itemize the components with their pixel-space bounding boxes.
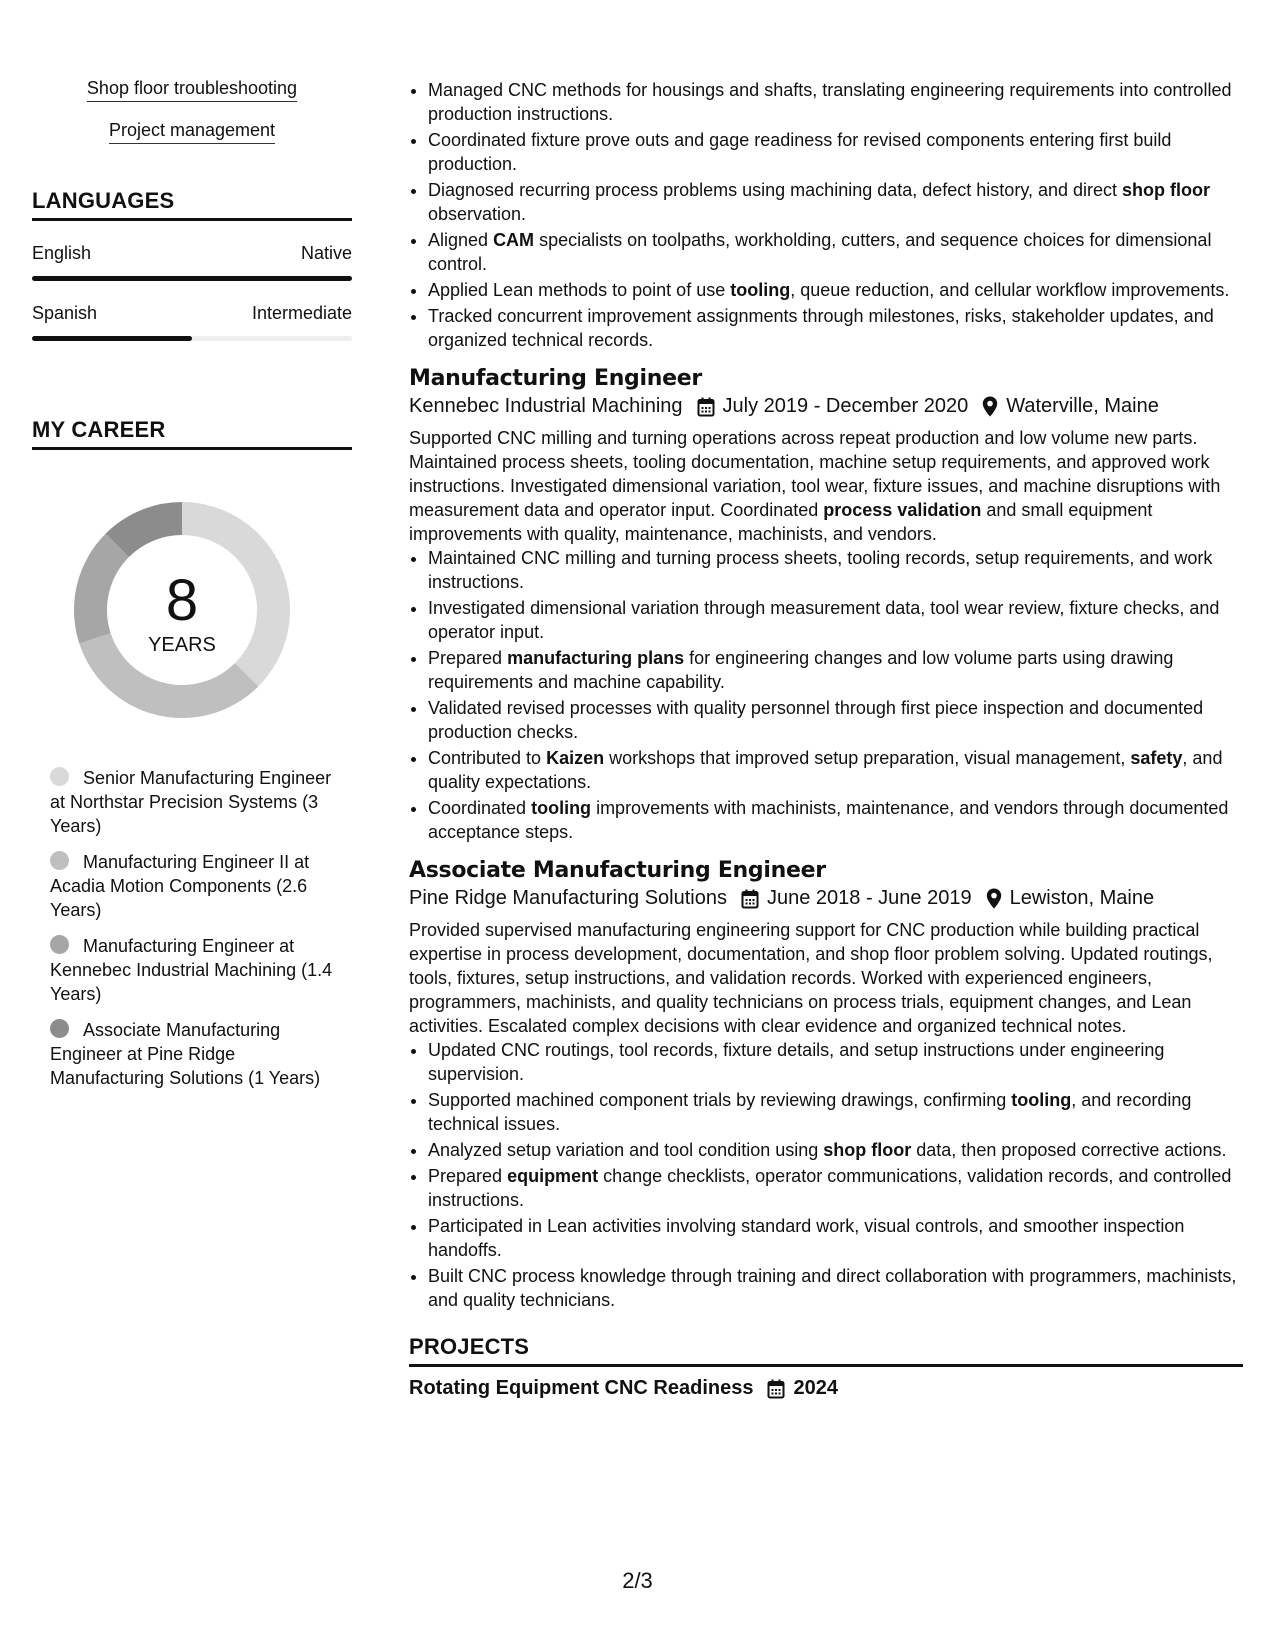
- bullet-item: • Prepared manufacturing plans for engineering changes and low volume parts using drawing requirements and machine capability.: [428, 646, 1243, 694]
- prev-job-bullets: [409, 78, 1243, 352]
- bullet-item: • Applied Lean methods to point of use tooling, queue reduction, and cellular workflow improvements.: [428, 278, 1243, 302]
- bullet-item: • Diagnosed recurring process problems using machining data, defect history, and direct shop floor observation.: [428, 178, 1243, 226]
- bullet-item: • Validated revised processes with quality personnel through first piece inspection and documented production checks.: [428, 696, 1243, 744]
- language-name: English: [32, 243, 92, 263]
- languages-section: [32, 188, 352, 341]
- projects-heading: PROJECTS: [409, 1334, 1243, 1367]
- bullet-item: • Aligned CAM specialists on toolpaths, workholding, cutters, and sequence choices for dimensional control.: [428, 228, 1243, 276]
- legend-dot-icon: [50, 1019, 69, 1038]
- languages-heading: LANGUAGES: [32, 188, 352, 221]
- bullet-item: • Updated CNC routings, tool records, fixture details, and setup instructions under engineering supervision.: [428, 1038, 1243, 1086]
- career-section: [32, 417, 352, 1090]
- career-legend-label: Senior Manufacturing Engineer at Northstar Precision Systems (3 Years): [50, 768, 332, 836]
- job-company: Kennebec Industrial Machining: [409, 395, 683, 417]
- bullet-item: • Investigated dimensional variation through measurement data, tool wear review, fixture checks, and operator input.: [428, 596, 1243, 644]
- job-description: Supported CNC milling and turning operations across repeat production and low volume new parts. Maintained process sheets, tooling documentation, machine setup requirements, and approved work instructions. Investigated dimensional variation, tool wear, fixture issues, and machine disruptions with measurement data and operator input. Coordinated process validation and small equipment improvements with quality, maintenance, machinists, and vendors.: [409, 428, 1221, 544]
- skill-tag: Project management: [109, 120, 275, 144]
- job-dates: June 2018 - June 2019: [766, 887, 972, 909]
- bullet-item: • Tracked concurrent improvement assignments through milestones, risks, stakeholder updates, and organized technical records.: [428, 304, 1243, 352]
- job-title: Manufacturing Engineer: [409, 366, 702, 391]
- bullet-item: • Participated in Lean activities involving standard work, visual controls, and smoother inspection handoffs.: [428, 1214, 1243, 1262]
- location-pin-icon: [986, 888, 1002, 909]
- language-level-fill: [32, 276, 352, 281]
- job-entry: [409, 858, 1243, 1312]
- job-entry: [409, 366, 1243, 844]
- bullet-item: • Built CNC process knowledge through training and direct collaboration with programmers, machinists, and quality technicians.: [428, 1264, 1243, 1312]
- job-description: Provided supervised manufacturing engineering support for CNC production while building practical expertise in process development, documentation, and shop floor problem solving. Updated routings, tools, fixtures, setup instructions, and validation records. Worked with experienced engineers, programmers, machinists, and quality technicians on process trials, equipment changes, and Lean activities. Escalated complex decisions with clear evidence and organized technical notes.: [409, 920, 1213, 1036]
- language-level: Intermediate: [251, 303, 352, 323]
- skills-list: [32, 78, 352, 144]
- career-total-label: YEARS: [148, 634, 216, 656]
- career-legend-item: [50, 934, 340, 1006]
- job-dates: July 2019 - December 2020: [722, 395, 969, 417]
- legend-dot-icon: [50, 851, 69, 870]
- career-total-years: 8: [165, 568, 199, 633]
- language-level: Native: [300, 243, 352, 263]
- sidebar: [32, 78, 352, 1102]
- bullet-item: • Analyzed setup variation and tool condition using shop floor data, then proposed corrective actions.: [428, 1138, 1243, 1162]
- bullet-item: • Coordinated tooling improvements with machinists, maintenance, and vendors through documented acceptance steps.: [428, 796, 1243, 844]
- job-company: Pine Ridge Manufacturing Solutions: [409, 887, 727, 909]
- job-meta: [409, 395, 1243, 418]
- calendar-icon: [767, 1379, 785, 1399]
- job-bullets: [409, 1038, 1243, 1312]
- career-legend-item: [50, 766, 340, 838]
- job-title: Associate Manufacturing Engineer: [409, 858, 826, 883]
- project-year: 2024: [793, 1377, 838, 1399]
- bullet-item: • Contributed to Kaizen workshops that improved setup preparation, visual management, safety, and quality expectations.: [428, 746, 1243, 794]
- project-item: [409, 1377, 1243, 1400]
- calendar-icon: [697, 397, 715, 417]
- career-legend-item: [50, 850, 340, 922]
- project-name: Rotating Equipment CNC Readiness: [409, 1377, 754, 1399]
- page-number: 2/3: [622, 1568, 653, 1593]
- career-donut-chart: [62, 490, 302, 730]
- job-location: Lewiston, Maine: [1009, 887, 1155, 909]
- legend-dot-icon: [50, 935, 69, 954]
- career-legend: [50, 766, 340, 1090]
- language-level-bar: [32, 336, 352, 341]
- job-bullets: [409, 546, 1243, 844]
- skill-tag: Shop floor troubleshooting: [87, 78, 297, 102]
- bullet-item: • Supported machined component trials by reviewing drawings, confirming tooling, and recording technical issues.: [428, 1088, 1243, 1136]
- bullet-item: • Maintained CNC milling and turning process sheets, tooling records, setup requirements, and work instructions.: [428, 546, 1243, 594]
- job-location: Waterville, Maine: [1006, 395, 1159, 417]
- main-content: [409, 78, 1243, 1400]
- career-legend-label: Associate Manufacturing Engineer at Pine Ridge Manufacturing Solutions (1 Years): [50, 1020, 321, 1088]
- career-legend-label: Manufacturing Engineer at Kennebec Industrial Machining (1.4 Years): [50, 936, 333, 1004]
- language-item: [32, 303, 352, 341]
- language-item: [32, 243, 352, 281]
- career-legend-item: [50, 1018, 340, 1090]
- calendar-icon: [741, 889, 759, 909]
- language-level-fill: [32, 336, 192, 341]
- bullet-item: • Coordinated fixture prove outs and gage readiness for revised components entering first build production.: [428, 128, 1243, 176]
- legend-dot-icon: [50, 767, 69, 786]
- language-level-bar: [32, 276, 352, 281]
- job-meta: [409, 887, 1243, 910]
- career-heading: MY CAREER: [32, 417, 352, 450]
- bullet-item: • Prepared equipment change checklists, operator communications, validation records, and controlled instructions.: [428, 1164, 1243, 1212]
- career-legend-label: Manufacturing Engineer II at Acadia Motion Components (2.6 Years): [50, 852, 310, 920]
- language-name: Spanish: [32, 303, 98, 323]
- location-pin-icon: [982, 396, 998, 417]
- projects-section: [409, 1334, 1243, 1400]
- bullet-item: • Managed CNC methods for housings and shafts, translating engineering requirements into controlled production instructions.: [428, 78, 1243, 126]
